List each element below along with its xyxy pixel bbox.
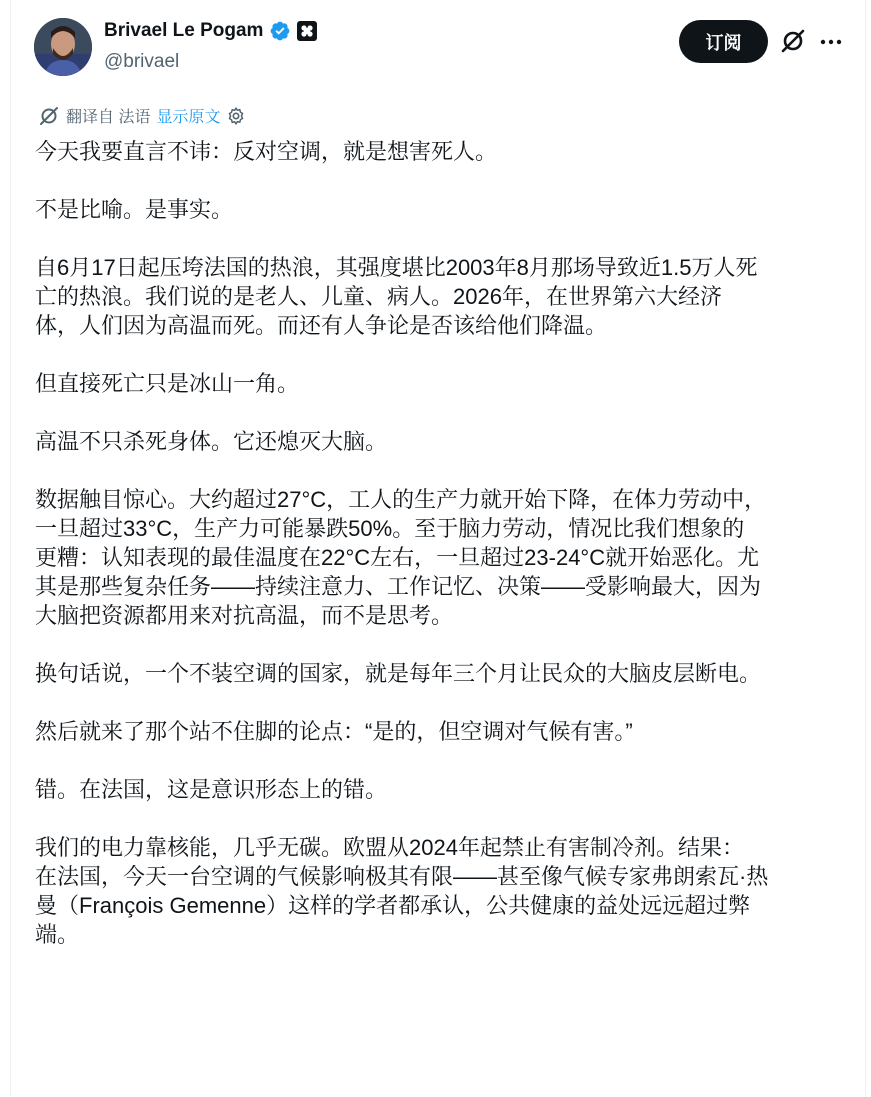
tweet-text-line: 其是那些复杂任务——持续注意力、工作记忆、决策——受影响最大，因为 [35,574,762,599]
tweet-text-line: 我们的电力靠核能，几乎无碳。欧盟从2024年起禁止有害制冷剂。结果： [35,835,744,860]
more-options-icon[interactable] [820,38,842,46]
affiliate-badge-icon[interactable] [297,21,317,41]
author-display-name[interactable]: Brivael Le Pogam [104,20,264,41]
tweet-paragraph [35,369,843,398]
avatar-image [34,18,92,76]
tweet-paragraph [35,253,843,340]
tweet-paragraph [35,485,843,630]
translation-source-label: 翻译自 法语 [66,109,151,126]
tweet-paragraph [35,775,843,804]
subscribe-button[interactable]: 订阅 [679,20,768,63]
tweet-text-line: 更糟：认知表现的最佳温度在22°C左右，一旦超过23-24°C就开始恶化。尤 [35,545,760,570]
tweet-text-line: 今天我要直言不讳：反对空调，就是想害死人。 [35,139,498,164]
tweet-text-line: 然后就来了那个站不住脚的论点：“是的，但空调对气候有害。” [35,719,633,744]
tweet-text-line: 错。在法国，这是意识形态上的错。 [35,777,388,802]
tweet-paragraph [35,833,843,949]
tweet-paragraph [35,717,843,746]
tweet-text-line: 大脑把资源都用来对抗高温，而不是思考。 [35,603,454,628]
tweet-text-line: 曼（François Gemenne）这样的学者都承认，公共健康的益处远远超过弊 [35,893,751,918]
tweet-text-line: 自6月17日起压垮法国的热浪，其强度堪比2003年8月那场导致近1.5万人死 [35,255,758,280]
tweet-text-line: 一旦超过33°C，生产力可能暴跌50%。至于脑力劳动，情况比我们想象的 [35,516,745,541]
tweet-paragraph [35,195,843,224]
tweet-paragraph [35,659,843,688]
tweet-text-line: 但直接死亡只是冰山一角。 [35,371,300,396]
tweet-text-line: 端。 [35,922,80,947]
tweet-text-line: 体，人们因为高温而死。而还有人争论是否该给他们降温。 [35,313,608,338]
gear-icon[interactable] [226,106,246,126]
translation-bar [38,104,246,127]
tweet-text-line: 换句话说，一个不装空调的国家，就是每年三个月让民众的大脑皮层断电。 [35,661,762,686]
verified-badge-icon[interactable] [269,20,291,42]
tweet-text-line: 数据触目惊心。大约超过27°C，工人的生产力就开始下降，在体力劳动中， [35,487,767,512]
translate-icon [38,105,60,127]
show-original-link[interactable]: 显示原文 [156,109,221,126]
tweet-text-line: 亡的热浪。我们说的是老人、儿童、病人。2026年，在世界第六大经济 [35,284,722,309]
tweet-text-line: 不是比喻。是事实。 [35,197,234,222]
tweet-text-line: 高温不只杀死身体。它还熄灭大脑。 [35,429,388,454]
tweet-text [35,137,843,978]
avatar[interactable] [34,18,92,76]
grok-icon[interactable] [780,28,806,54]
tweet-paragraph [35,427,843,456]
tweet-text-line: 在法国，今天一台空调的气候影响极其有限——甚至像气候专家弗朗索瓦·热 [35,864,769,889]
tweet-paragraph [35,137,843,166]
author-handle[interactable]: @brivael [104,51,180,72]
